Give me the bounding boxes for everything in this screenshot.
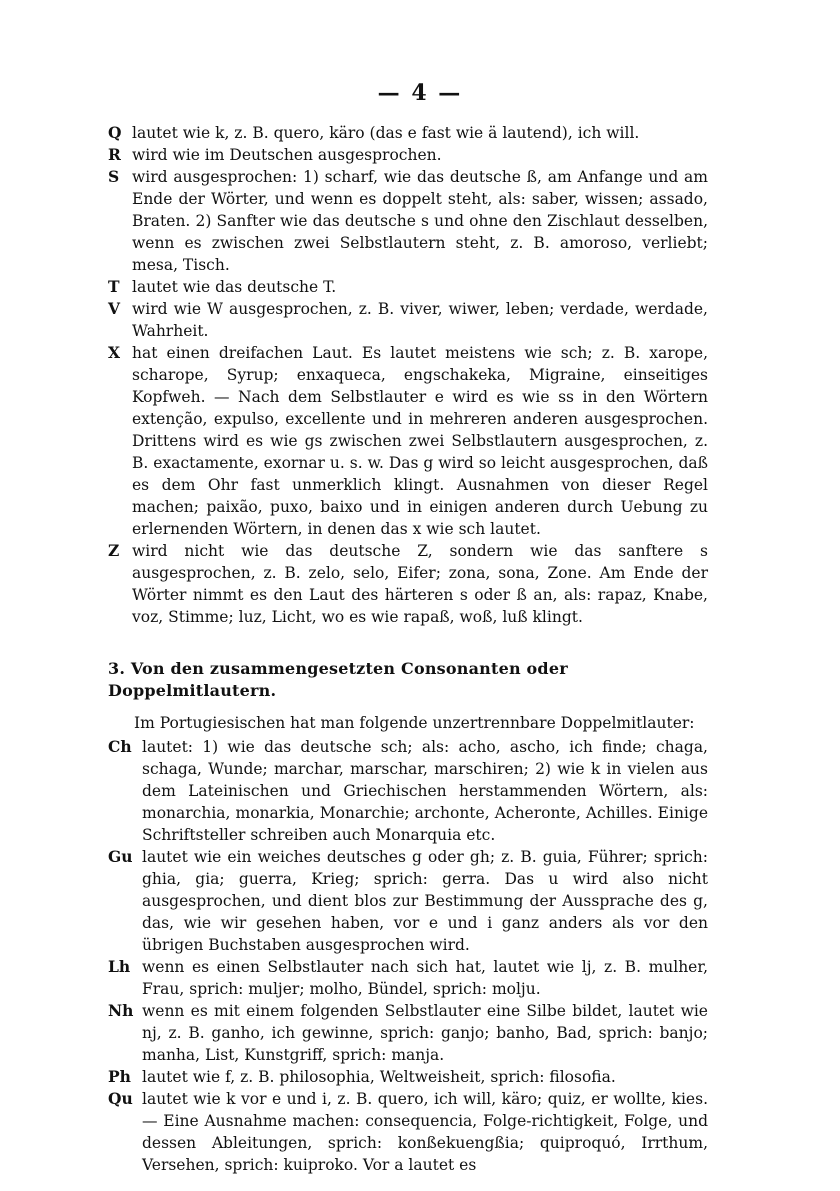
digraph-entry-ph	[108, 1066, 708, 1088]
entry-letter: Q	[108, 123, 122, 142]
section-heading: 3. Von den zusammengesetzten Consonanten oder Doppelmitlautern.	[108, 659, 568, 700]
entry-letter: V	[108, 299, 121, 318]
entry-text: lautet: 1) wie das deutsche sch; als: acho, ascho, ich finde; chaga, schaga, Wunde; marchar, marschar, marschiren; 2) wie k in vielen aus dem Lateinischen und Griechischen herstammenden Wörtern, als: monarchia, monarkia, Monarchie; archonte, Acheronte, Achilles. Einige Schriftsteller schreiben auch Monarquia etc.	[142, 738, 708, 844]
entry-text: wird nicht wie das deutsche Z, sondern wie das sanftere s ausgesprochen, z. B. zelo, selo, Eifer; zona, sona, Zone. Am Ende der Wörter nimmt es den Laut des härteren s oder ß an, als: rapaz, Knabe, voz, Stimme; luz, Licht, wo es wie rapaß, woß, luß klingt.	[132, 542, 708, 626]
digraph-entry-lh	[108, 956, 708, 1000]
entry-text: wenn es mit einem folgenden Selbstlauter eine Silbe bildet, lautet wie nj, z. B. ganho, ich gewinne, sprich: ganjo; banho, Bad, sprich: banjo; manha, List, Kunstgriff, sprich: manja.	[142, 1002, 708, 1064]
consonant-entry-t	[108, 276, 708, 298]
entry-letter: Nh	[108, 1001, 134, 1020]
entry-text: lautet wie k vor e und i, z. B. quero, ich will, käro; quiz, er wollte, kies. — Eine Ausnahme machen: consequencia, Folge-richtigkeit, Folge, und dessen Ableitungen, sprich: konßekuengßia; quiproquó, Irrthum, Versehen, sprich: kuiproko. Vor a lautet es	[142, 1090, 708, 1174]
page-number: — 4 —	[377, 80, 463, 106]
entry-text: wird ausgesprochen: 1) scharf, wie das deutsche ß, am Anfange und am Ende der Wörter, und wenn es doppelt steht, als: saber, wissen; assado, Braten. 2) Sanfter wie das deutsche s und ohne den Zischlaut desselben, wenn es zwischen zwei Selbstlautern steht, z. B. amoroso, verliebt; mesa, Tisch.	[132, 168, 708, 274]
entry-letter: Gu	[108, 847, 133, 866]
entry-letter: Z	[108, 541, 120, 560]
entry-text: lautet wie das deutsche T.	[132, 278, 337, 296]
entry-text: lautet wie ein weiches deutsches g oder gh; z. B. guia, Führer; sprich: ghia, gia; guerra, Krieg; sprich: gerra. Das u wird also nicht ausgesprochen, und dient blos zur Bestimmung der Aussprache des g, das, wie wir gesehen haben, vor e und i ganz anders als vor den übrigen Buchstaben ausgesprochen wird.	[142, 848, 708, 954]
entry-letter: T	[108, 277, 120, 296]
consonant-entry-q	[108, 122, 708, 144]
entry-text: hat einen dreifachen Laut. Es lautet meistens wie sch; z. B. xarope, scharope, Syrup; enxaqueca, engschakeka, Migraine, einseitiges Kopfweh. — Nach dem Selbstlauter e wird es wie ss in den Wörtern extenção, expulso, excellente und in mehreren anderen ausgesprochen. Drittens wird es wie gs zwischen zwei Selbstlautern ausgesprochen, z. B. exactamente, exornar u. s. w. Das g wird so leicht ausgesprochen, daß es dem Ohr fast unmerklich klingt. Ausnahmen von dieser Regel machen; paixão, puxo, baixo und in einigen anderen durch Uebung zu erlernenden Wörtern, in denen das x wie sch lautet.	[132, 344, 708, 538]
entry-letter: Ph	[108, 1067, 131, 1086]
entry-letter: S	[108, 167, 120, 186]
digraph-entry-gu	[108, 846, 708, 956]
entry-letter: Qu	[108, 1089, 133, 1108]
entry-text: lautet wie f, z. B. philosophia, Weltweisheit, sprich: filosofia.	[142, 1068, 616, 1086]
entry-letter: X	[108, 343, 121, 362]
consonant-entry-z	[108, 540, 708, 628]
digraph-entry-ch	[108, 736, 708, 846]
entry-letter: Ch	[108, 737, 132, 756]
entry-text: wenn es einen Selbstlauter nach sich hat, lautet wie lj, z. B. mulher, Frau, sprich: muljer; molho, Bündel, sprich: molju.	[142, 958, 708, 998]
entry-text: wird wie W ausgesprochen, z. B. viver, wiwer, leben; verdade, werdade, Wahrheit.	[132, 300, 708, 340]
page-content	[108, 122, 708, 1176]
entry-text: wird wie im Deutschen ausgesprochen.	[132, 146, 442, 164]
consonant-entry-r	[108, 144, 708, 166]
entry-letter: R	[108, 145, 121, 164]
digraph-entry-qu	[108, 1088, 708, 1176]
digraph-entry-nh	[108, 1000, 708, 1066]
consonant-entry-s	[108, 166, 708, 276]
entry-letter: Lh	[108, 957, 131, 976]
consonant-entry-x	[108, 342, 708, 540]
section-intro: Im Portugiesischen hat man folgende unzertrennbare Doppelmitlauter:	[134, 714, 695, 732]
entry-text: lautet wie k, z. B. quero, käro (das e fast wie ä lautend), ich will.	[132, 124, 640, 142]
consonant-entry-v	[108, 298, 708, 342]
